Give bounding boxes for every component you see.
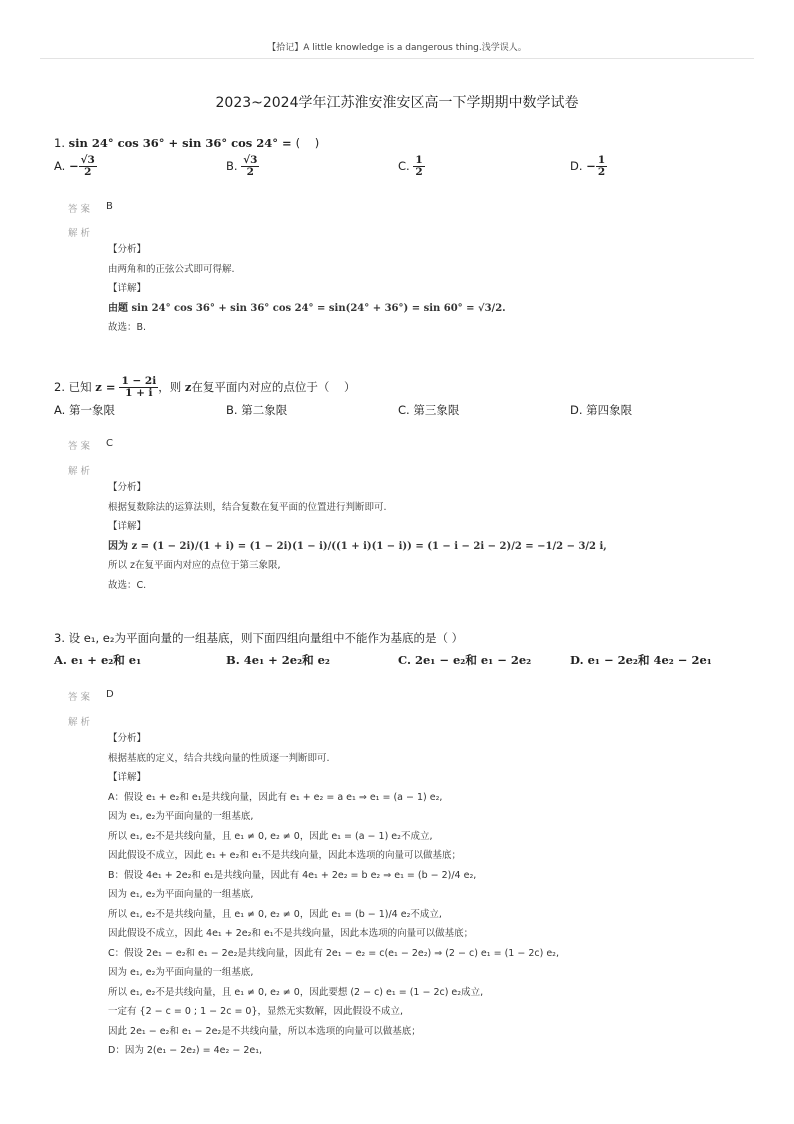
q3-solution-line: D：因为 2(e₁ − 2e₂) = 4e₂ − 2e₁, <box>108 1045 263 1056</box>
q3-option-d[interactable]: D. e₁ − 2e₂和 4e₂ − 2e₁ <box>570 653 712 667</box>
q3-answer-label: 答案 <box>68 692 94 703</box>
question-2-stem: 2. 已知 z = $\frac{1 - 2i}{1 + i}$ ，则 z在复平面内对应的点位于（ ） <box>54 375 356 400</box>
q2-solution <box>108 478 607 595</box>
q3-solution-line: 【分析】 <box>108 733 147 744</box>
q1-solution-line: 【详解】 <box>108 283 147 294</box>
question-3-stem: 3. 设 e₁, e₂为平面向量的一组基底，则下面四组向量组中不能作为基底的是（ ） <box>54 631 464 645</box>
page-header: 【拾记】A little knowledge is a dangerous thing.浅学误人。 <box>267 43 527 53</box>
q1-answer-value: B <box>106 201 113 212</box>
q3-solution-line: 【详解】 <box>108 772 147 783</box>
q3-solution <box>108 729 559 1061</box>
header-divider <box>40 58 754 59</box>
q3-solution-line: 所以 e₁, e₂不是共线向量，且 e₁ ≠ 0, e₂ ≠ 0，因此要想 (2 − c) e₁ = (1 − 2c) e₂成立, <box>108 986 484 998</box>
q2-answer-label: 答案 <box>68 441 94 452</box>
q3-solution-line: 一定有 {2 − c = 0 ; 1 − 2c = 0}，显然无实数解，因此假设不成立, <box>108 1006 404 1017</box>
q2-solution-line: 所以 z在复平面内对应的点位于第三象限, <box>108 560 281 571</box>
q3-solution-line: 所以 e₁, e₂不是共线向量，且 e₁ ≠ 0, e₂ ≠ 0，因此 e₁ = (b − 1)/4 e₂不成立, <box>108 908 442 920</box>
q2-solution-line: 因为 z = (1 − 2i)/(1 + i) = (1 − 2i)(1 − i)/((1 + i)(1 − i)) = (1 − i − 2i − 2)/2 = −1/2 − 3/2 i, <box>108 540 607 552</box>
q1-solution-line: 故选：B. <box>108 322 147 333</box>
q3-option-c[interactable]: C. 2e₁ − e₂和 e₁ − 2e₂ <box>398 653 532 667</box>
q3-option-b[interactable]: B. 4e₁ + 2e₂和 e₂ <box>226 653 330 667</box>
q3-answer-value: D <box>106 689 114 700</box>
q3-option-a[interactable]: A. e₁ + e₂和 e₁ <box>54 653 142 667</box>
q1-solution-line: 由两角和的正弦公式即可得解. <box>108 263 235 275</box>
q3-solution-line: 因为 e₁, e₂为平面向量的一组基底, <box>108 811 254 822</box>
q2-solution-line: 【详解】 <box>108 521 147 532</box>
question-1-stem: 1. sin 24° cos 36° + sin 36° cos 24° = ( ) <box>54 136 320 150</box>
q3-solution-line: B：假设 4e₁ + 2e₂和 e₁是共线向量，因此有 4e₁ + 2e₂ = b e₂ ⇒ e₁ = (b − 2)/4 e₂, <box>108 869 477 881</box>
q1-analysis-label: 解析 <box>68 228 94 239</box>
q3-solution-line: 因此假设不成立，因此 e₁ + e₂和 e₁不是共线向量，因此本选项的向量可以做基底； <box>108 850 461 861</box>
q1-solution-line: 由题 sin 24° cos 36° + sin 36° cos 24° = sin(24° + 36°) = sin 60° = √3/2. <box>108 302 506 314</box>
question-1-number: 1. <box>54 136 69 150</box>
q3-analysis-label: 解析 <box>68 717 94 728</box>
q2-solution-line: 【分析】 <box>108 482 147 493</box>
q3-solution-line: 因此假设不成立，因此 4e₁ + 2e₂和 e₁不是共线向量，因此本选项的向量可以做基底； <box>108 928 474 939</box>
q2-answer-value: C <box>106 438 113 449</box>
q3-solution-line: 因此 2e₁ − e₂和 e₁ − 2e₂是不共线向量，所以本选项的向量可以做基底； <box>108 1025 421 1037</box>
q1-option-c[interactable]: C. $\frac{1}{2}$ <box>398 154 423 179</box>
q3-solution-line: A：假设 e₁ + e₂和 e₁是共线向量，因此有 e₁ + e₂ = a e₁ ⇒ e₁ = (a − 1) e₂, <box>108 791 443 803</box>
q1-solution <box>108 240 506 338</box>
q2-analysis-label: 解析 <box>68 466 94 477</box>
q2-option-b[interactable]: B. 第二象限 <box>226 403 288 417</box>
q2-option-d[interactable]: D. 第四象限 <box>570 403 633 417</box>
q1-option-d[interactable]: D. − $\frac{1}{2}$ <box>570 154 606 179</box>
q3-solution-line: 所以 e₁, e₂不是共线向量，且 e₁ ≠ 0, e₂ ≠ 0，因此 e₁ = (a − 1) e₂不成立, <box>108 830 433 842</box>
q1-option-a[interactable]: A. − $\frac{√3}{2}$ <box>54 154 95 179</box>
q2-solution-line: 故选：C. <box>108 579 147 591</box>
q2-solution-line: 根据复数除法的运算法则，结合复数在复平面的位置进行判断即可. <box>108 501 387 513</box>
q1-option-b[interactable]: B. $\frac{√3}{2}$ <box>226 154 258 179</box>
question-3-options <box>54 652 754 676</box>
q1-solution-line: 【分析】 <box>108 244 147 255</box>
q2-option-c[interactable]: C. 第三象限 <box>398 403 460 417</box>
page-title: 2023~2024学年江苏淮安淮安区高一下学期期中数学试卷 <box>215 95 579 111</box>
q2-option-a[interactable]: A. 第一象限 <box>54 403 115 417</box>
q3-solution-line: 根据基底的定义，结合共线向量的性质逐一判断即可. <box>108 752 330 764</box>
question-1-options <box>54 155 754 179</box>
q3-solution-line: C：假设 2e₁ − e₂和 e₁ − 2e₂是共线向量，因此有 2e₁ − e₂ = c(e₁ − 2e₂) ⇒ (2 − c) e₁ = (1 − 2c) e₂, <box>108 947 559 959</box>
q3-solution-line: 因为 e₁, e₂为平面向量的一组基底, <box>108 889 254 900</box>
q1-answer-label: 答案 <box>68 204 94 215</box>
question-2-options <box>54 402 754 426</box>
q3-solution-line: 因为 e₁, e₂为平面向量的一组基底, <box>108 967 254 978</box>
